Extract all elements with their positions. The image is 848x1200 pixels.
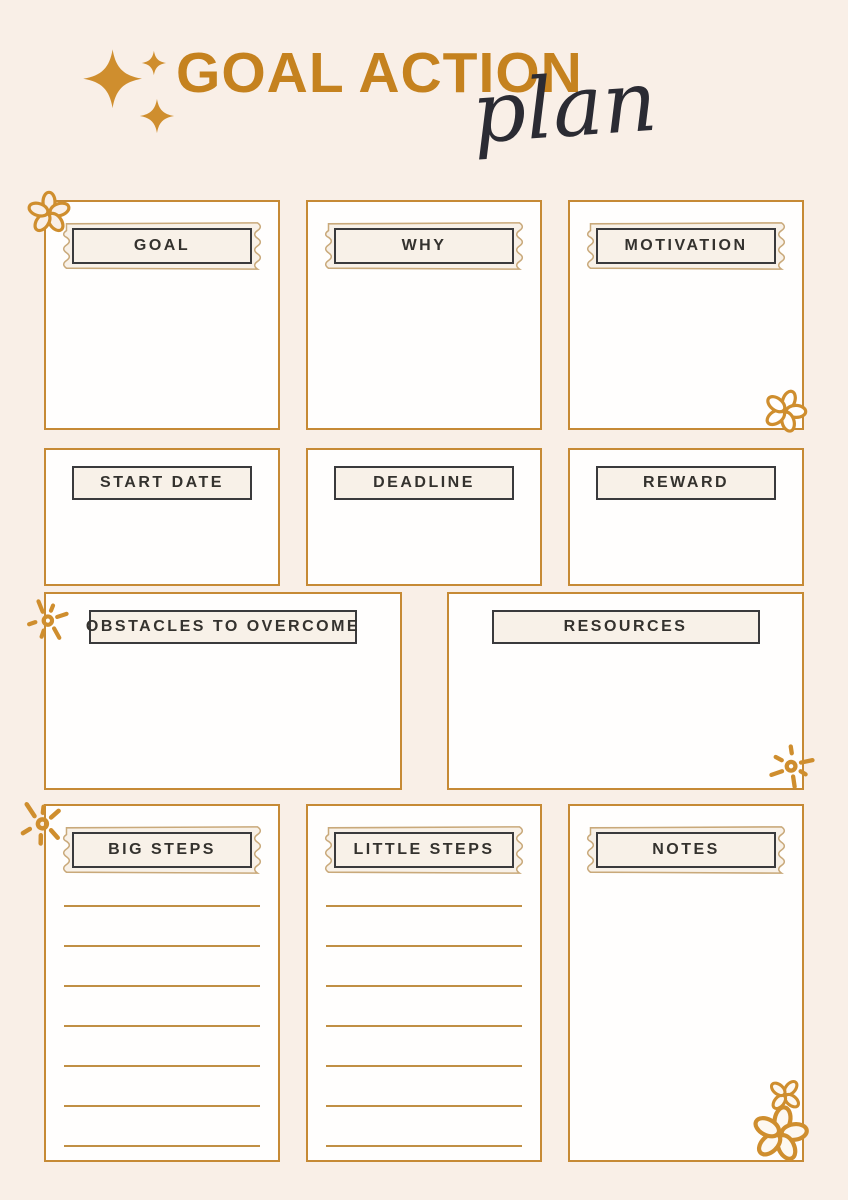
section-reward: [568, 448, 804, 586]
washi-tape-label: [583, 219, 789, 273]
ruled-line: [64, 945, 260, 947]
section-resources: [447, 592, 804, 790]
section-label: MOTIVATION: [624, 237, 748, 254]
washi-tape-label: [59, 823, 265, 877]
ruled-lines: [64, 905, 260, 1147]
ruled-line: [326, 905, 522, 907]
section-label: BIG STEPS: [108, 841, 216, 858]
flower-doodle-icon: [26, 190, 72, 236]
section-label-box: [596, 466, 776, 500]
ruled-line: [64, 1145, 260, 1147]
washi-tape-label: [321, 219, 527, 273]
page-title: GOAL ACTION: [176, 41, 583, 105]
section-deadline: [306, 448, 542, 586]
section-label-box: [334, 466, 514, 500]
ruled-line: [64, 1105, 260, 1107]
section-label-box: [492, 610, 760, 644]
flower-doodle-icon: [750, 1104, 810, 1164]
ruled-line: [64, 985, 260, 987]
page-title-script: plan: [468, 51, 661, 163]
section-label-box: [72, 228, 252, 264]
section-start-date: [44, 448, 280, 586]
washi-tape-label: [583, 823, 789, 877]
ruled-line: [326, 1105, 522, 1107]
ruled-line: [64, 905, 260, 907]
ruled-line: [64, 1025, 260, 1027]
section-label-box: [596, 832, 776, 868]
section-label: OBSTACLES TO OVERCOME: [85, 618, 361, 635]
section-label-box: [334, 832, 514, 868]
section-label-box: [72, 832, 252, 868]
section-little-steps: [306, 804, 542, 1162]
section-obstacles: [44, 592, 402, 790]
section-label: START DATE: [100, 474, 224, 491]
ruled-line: [326, 1065, 522, 1067]
ruled-lines: [326, 905, 522, 1147]
washi-tape-label: [59, 219, 265, 273]
section-label: DEADLINE: [373, 474, 475, 491]
section-label: WHY: [401, 237, 447, 254]
section-label: NOTES: [652, 841, 720, 858]
starburst-doodle-icon: [26, 592, 78, 644]
section-label-box: [334, 228, 514, 264]
ruled-line: [326, 1145, 522, 1147]
section-label: LITTLE STEPS: [353, 841, 495, 858]
washi-tape-label: [321, 823, 527, 877]
flower-doodle-icon: [762, 388, 808, 434]
section-label: GOAL: [133, 237, 191, 254]
section-label: RESOURCES: [563, 618, 688, 635]
ruled-line: [326, 985, 522, 987]
section-goal: [44, 200, 280, 430]
section-label-box: [72, 466, 252, 500]
ruled-line: [326, 945, 522, 947]
sparkles-icon: [82, 44, 184, 138]
section-why: [306, 200, 542, 430]
ruled-line: [64, 1065, 260, 1067]
section-label: REWARD: [642, 474, 730, 491]
section-label-box: [85, 610, 361, 644]
ruled-line: [326, 1025, 522, 1027]
starburst-doodle-icon: [762, 740, 825, 803]
section-label-box: [596, 228, 776, 264]
section-big-steps: [44, 804, 280, 1162]
